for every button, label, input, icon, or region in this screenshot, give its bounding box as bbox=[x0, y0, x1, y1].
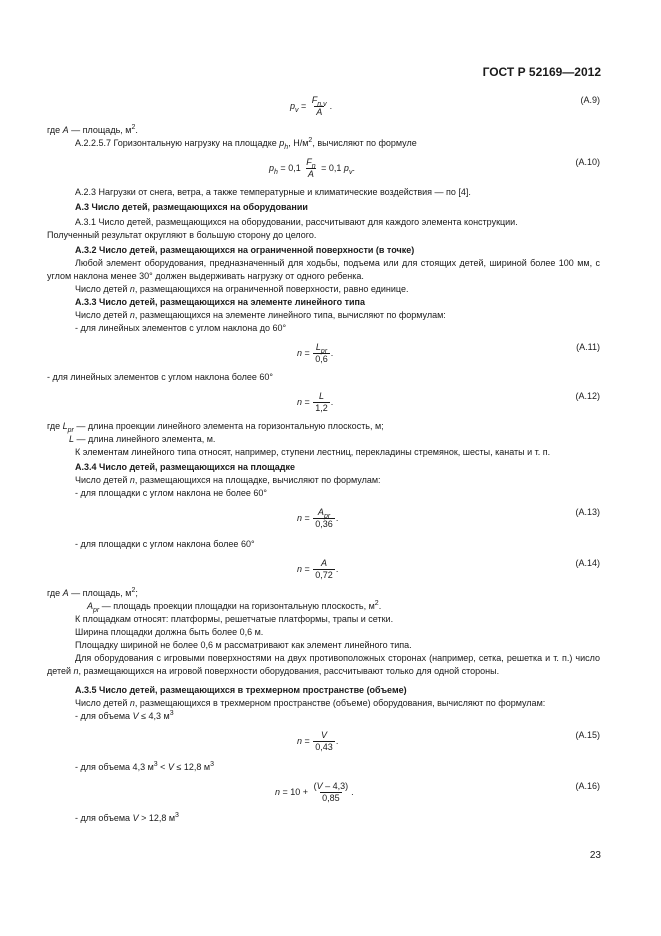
equation-label: (А.10) bbox=[575, 157, 600, 167]
paragraph-a32-count: Число детей n, размещающихся на ограниченной поверхности, равно единице. bbox=[75, 284, 409, 294]
fraction: $\frac{A_{pr}}{0,36}$ bbox=[315, 506, 333, 529]
paragraph-a31-cont: Полученный результат округляют в большую сторону до целого. bbox=[47, 230, 317, 240]
equation-label: (А.13) bbox=[575, 507, 600, 517]
equation-label: (А.15) bbox=[575, 730, 600, 740]
paragraph-a35: Число детей n, размещающихся в трехмерном пространстве (объеме) оборудования, вычисляют по формулам: bbox=[75, 698, 546, 708]
eq-lhs: $p_v$ bbox=[290, 100, 299, 114]
equation-label: (А.11) bbox=[576, 342, 600, 352]
list-item-area-over-60: - для площадки с углом наклона более 60° bbox=[75, 539, 255, 549]
list-item-volume-large: - для объема V > 12,8 $м^3$ bbox=[75, 812, 179, 823]
fraction: $\frac{A}{0,72}$ bbox=[315, 557, 333, 580]
equation-a10: $p_h$ = 0,1 $\frac{F_n}{A}$ = 0,1 $p_v$ . (А.10) bbox=[269, 156, 600, 179]
where-a-2: где A — площадь, $м^2$; bbox=[47, 587, 138, 598]
paragraph-a33-examples: К элементам линейного типа относят, например, ступени лестниц, перекладины стремянок, шесты, канаты и т. п. bbox=[75, 447, 551, 457]
list-item-linear-over-60: - для линейных элементов с углом наклона более 60° bbox=[47, 372, 274, 382]
equation-a13: n = $\frac{A_{pr}}{0,36}$ . (А.13) bbox=[297, 506, 600, 529]
equation-label: (А.14) bbox=[575, 558, 600, 568]
fraction: $\frac{F_{n,v}}{A}$ bbox=[311, 94, 327, 117]
heading-a3: А.3 Число детей, размещающихся на оборудовании bbox=[75, 202, 308, 212]
equation-a9: $p_v$ = $\frac{F_{n,v}}{A}$ . (А.9) bbox=[290, 94, 600, 117]
paragraph-a2257: А.2.2.5.7 Горизонтальную нагрузку на площадке $p_h$, $Н/м^2$, вычисляют по формуле bbox=[75, 137, 417, 151]
fraction: $\frac{(V - 4,3)}{0,85}$ bbox=[313, 780, 349, 803]
paragraph-a32: Любой элемент оборудования, предназначенный для ходьбы, подъема или для стоящих детей, шириной более 100 мм, с углом наклона менее 30° должен выдерживать нагрузку от одного ребенка. bbox=[47, 258, 600, 281]
paragraph-a34-two-sided: Для оборудования с игровыми поверхностями на двух противоположных сторонах (например, сетка, решетка и т. п.) число детей n, размещающихся на игровой поверхности оборудования, рассчитывают только для одной стороны. bbox=[47, 653, 600, 676]
heading-a34: А.3.4 Число детей, размещающихся на площадке bbox=[75, 462, 296, 472]
paragraph-a34-platforms: К площадкам относят: платформы, решетчатые платформы, трапы и сетки. bbox=[75, 614, 394, 624]
fraction: $\frac{L_{pr}}{0,6}$ bbox=[315, 341, 328, 364]
equation-label: (А.12) bbox=[575, 391, 600, 401]
list-item-volume-small: - для объема V ≤ 4,3 $м^3$ bbox=[75, 710, 174, 721]
equation-a16: n = 10 + $\frac{(V - 4,3)}{0,85}$ . (А.16) bbox=[275, 780, 600, 803]
paragraph-a33: Число детей n, размещающихся на элементе линейного типа, вычисляют по формулам: bbox=[75, 310, 446, 320]
heading-a35: А.3.5 Число детей, размещающихся в трехмерном пространстве (объеме) bbox=[75, 685, 407, 695]
heading-a32: А.3.2 Число детей, размещающихся на ограниченной поверхности (в точке) bbox=[75, 245, 415, 255]
where-lpr: где $L_{pr}$ — длина проекции линейного элемента на горизонтальную плоскость, м; bbox=[47, 421, 384, 434]
page-header: ГОСТ Р 52169—2012 bbox=[482, 65, 601, 79]
paragraph-a34-narrow: Площадку шириной не более 0,6 м рассматривают как элемент линейного типа. bbox=[75, 640, 412, 650]
equation-a11: n = $\frac{L_{pr}}{0,6}$ . (А.11) bbox=[297, 341, 600, 364]
where-apr: $A_{pr}$ — площадь проекции площадки на горизонтальную плоскость, $м^2$. bbox=[87, 600, 382, 614]
equation-label: (А.9) bbox=[580, 95, 600, 105]
page-body bbox=[47, 88, 600, 825]
paragraph-a34-width: Ширина площадки должна быть более 0,6 м. bbox=[75, 627, 264, 637]
where-l: L — длина линейного элемента, м. bbox=[69, 434, 216, 444]
page-number: 23 bbox=[589, 850, 601, 861]
fraction: $\frac{L}{1,2}$ bbox=[315, 390, 328, 413]
paragraph-a23: А.2.3 Нагрузки от снега, ветра, а также температурные и климатические воздействия — по [4]. bbox=[75, 187, 471, 197]
equation-a15: n = $\frac{V}{0,43}$ . (А.15) bbox=[297, 729, 600, 752]
equation-a12: n = $\frac{L}{1,2}$ . (А.12) bbox=[297, 390, 600, 413]
heading-a33: А.3.3 Число детей, размещающихся на элементе линейного типа bbox=[75, 297, 365, 307]
equation-label: (А.16) bbox=[575, 781, 600, 791]
where-a: где A — площадь, $м^2$. bbox=[47, 124, 138, 135]
fraction: $\frac{F_n}{A}$ bbox=[306, 156, 316, 179]
list-item-area-up-to-60: - для площадки с углом наклона не более 60° bbox=[75, 488, 268, 498]
list-item-volume-mid: - для объема 4,3 $м^3 < V \le 12,8$ $м^3$ bbox=[75, 761, 215, 772]
fraction: $\frac{V}{0,43}$ bbox=[315, 729, 333, 752]
paragraph-a34: Число детей n, размещающихся на площадке, вычисляют по формулам: bbox=[75, 475, 381, 485]
equation-a14: n = $\frac{A}{0,72}$ . (А.14) bbox=[297, 557, 600, 580]
paragraph-a31: А.3.1 Число детей, размещающихся на оборудовании, рассчитывают для каждого элемента конструкции. bbox=[75, 217, 518, 227]
list-item-linear-up-to-60: - для линейных элементов с углом наклона до 60° bbox=[75, 323, 287, 333]
